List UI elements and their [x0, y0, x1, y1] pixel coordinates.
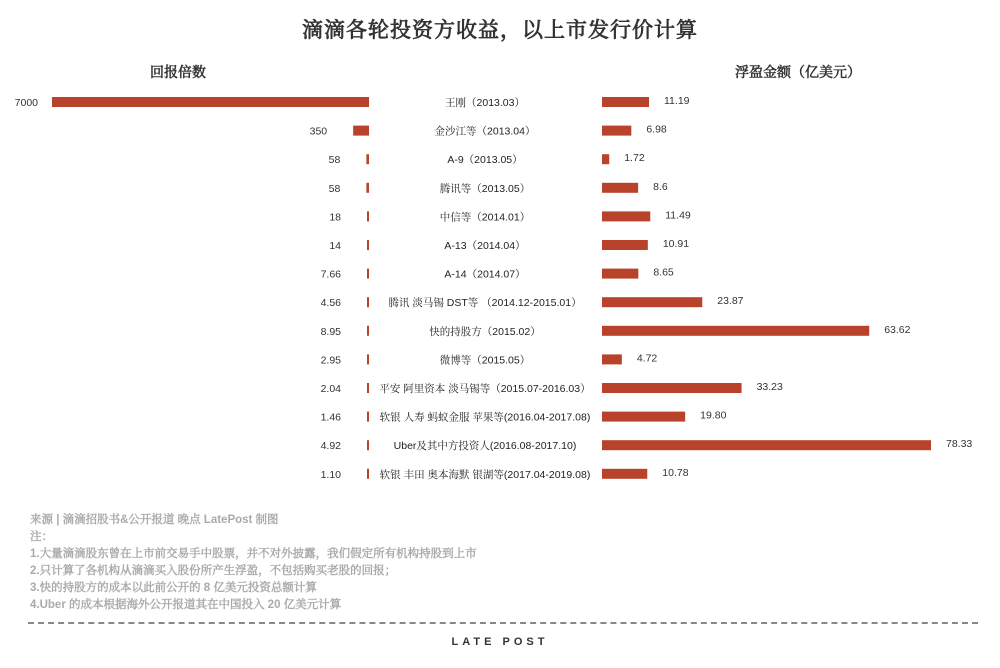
round-label: 王刚（2013.03）: [445, 97, 525, 109]
return-multiple-bar: [353, 126, 369, 136]
note-heading: 注：: [30, 531, 53, 543]
unrealized-gain-label: 6.98: [646, 123, 667, 136]
unrealized-gain-label: 33.23: [756, 381, 783, 393]
round-label: 腾讯 淡马锡 DST等 （2014.12-2015.01）: [388, 297, 582, 310]
unrealized-gain-label: 8.65: [653, 266, 674, 279]
unrealized-gain-label: 19.80: [700, 409, 727, 422]
round-label: 微博等（2015.05）: [439, 354, 531, 367]
return-multiple-bar: [367, 440, 369, 450]
return-multiple-label: 58: [328, 154, 341, 167]
unrealized-gain-bar: [602, 412, 685, 422]
return-multiple-label: 8.95: [320, 325, 341, 338]
return-multiple-bar: [52, 97, 369, 107]
return-multiple-label: 1.46: [320, 411, 341, 424]
return-multiple-label: 14: [329, 240, 341, 252]
unrealized-gain-label: 11.49: [665, 209, 691, 222]
return-multiple-bar: [366, 154, 369, 164]
dashed-divider: [28, 622, 978, 624]
return-multiple-bar: [367, 297, 369, 307]
unrealized-gain-label: 8.6: [653, 180, 668, 193]
unrealized-gain-bar: [602, 297, 702, 307]
unrealized-gain-label: 78.33: [946, 438, 973, 451]
round-label: 金沙江等（2013.04）: [434, 125, 536, 138]
return-multiple-bar: [367, 240, 369, 250]
return-multiple-label: 2.04: [320, 383, 341, 395]
round-label: 软银 人寿 蚂蚁金服 苹果等(2016.04-2017.08): [379, 411, 591, 424]
unrealized-gain-label: 4.72: [636, 352, 658, 365]
return-multiple-label: 58: [328, 182, 341, 195]
return-multiple-bar: [366, 183, 369, 193]
return-multiple-bar: [367, 412, 369, 422]
unrealized-gain-bar: [602, 354, 622, 364]
return-multiple-bar: [367, 269, 369, 279]
chart-title: 滴滴各轮投资方收益，以上市发行价计算: [302, 19, 698, 42]
note-1: 1.大量滴滴股东曾在上市前交易手中股票，并不对外披露，我们假定所有机构持股到上市: [30, 548, 477, 560]
return-multiple-bar: [367, 469, 369, 479]
left-series-header: 回报倍数: [150, 64, 206, 80]
unrealized-gain-label: 10.78: [662, 466, 689, 479]
round-label: 快的持股方（2015.02）: [429, 325, 541, 338]
unrealized-gain-label: 23.87: [717, 295, 744, 308]
unrealized-gain-bar: [602, 440, 931, 450]
note-3: 3.快的持股方的成本以此前公开的 8 亿美元投资总额计算: [30, 582, 317, 594]
round-label: 软银 丰田 奥本海默 银湖等(2017.04-2019.08): [379, 468, 591, 481]
round-label: 中信等（2014.01）: [439, 211, 531, 224]
note-4: 4.Uber 的成本根据海外公开报道其在中国投入 20 亿美元计算: [30, 599, 342, 611]
unrealized-gain-bar: [602, 469, 647, 479]
unrealized-gain-label: 10.91: [662, 238, 690, 250]
unrealized-gain-bar: [602, 326, 869, 336]
round-label: A-13（2014.04）: [444, 240, 526, 252]
source-notes: [30, 512, 477, 614]
unrealized-gain-label: 63.62: [884, 323, 911, 336]
right-series-header: 浮盈金额（亿美元）: [735, 64, 861, 80]
round-label: 平安 阿里资本 淡马锡等（2015.07-2016.03）: [379, 383, 591, 395]
unrealized-gain-bar: [602, 240, 648, 250]
note-2: 2.只计算了各机构从滴滴买入股份所产生浮盈，不包括购买老股的回报；: [30, 565, 397, 577]
return-multiple-bar: [367, 383, 369, 393]
return-multiple-label: 7000: [14, 97, 38, 109]
unrealized-gain-bar: [602, 383, 742, 393]
unrealized-gain-bar: [602, 269, 638, 279]
return-multiple-bar: [367, 211, 369, 221]
return-multiple-bar: [367, 326, 369, 336]
round-label: Uber及其中方投资人(2016.08-2017.10): [393, 440, 577, 453]
return-multiple-label: 18: [329, 211, 341, 224]
unrealized-gain-bar: [602, 211, 650, 221]
return-multiple-bar: [367, 354, 369, 364]
return-multiple-label: 4.92: [320, 440, 341, 453]
return-multiple-label: 1.10: [320, 468, 341, 481]
unrealized-gain-bar: [602, 97, 649, 107]
round-label: A-9（2013.05）: [447, 154, 523, 167]
unrealized-gain-bar: [602, 126, 631, 136]
return-multiple-label: 350: [309, 125, 328, 138]
return-multiple-label: 7.66: [320, 268, 341, 281]
round-label: A-14（2014.07）: [444, 268, 526, 281]
unrealized-gain-label: 1.72: [624, 152, 645, 165]
unrealized-gain-bar: [602, 154, 609, 164]
return-multiple-label: 4.56: [320, 297, 341, 310]
unrealized-gain-bar: [602, 183, 638, 193]
round-label: 腾讯等（2013.05）: [439, 182, 531, 195]
unrealized-gain-label: 11.19: [664, 95, 690, 107]
source-line: 来源 | 滴滴招股书&公开报道 晚点 LatePost 制图: [30, 514, 279, 526]
return-multiple-label: 2.95: [320, 354, 341, 367]
latepost-logo: LATE POST: [451, 636, 549, 648]
